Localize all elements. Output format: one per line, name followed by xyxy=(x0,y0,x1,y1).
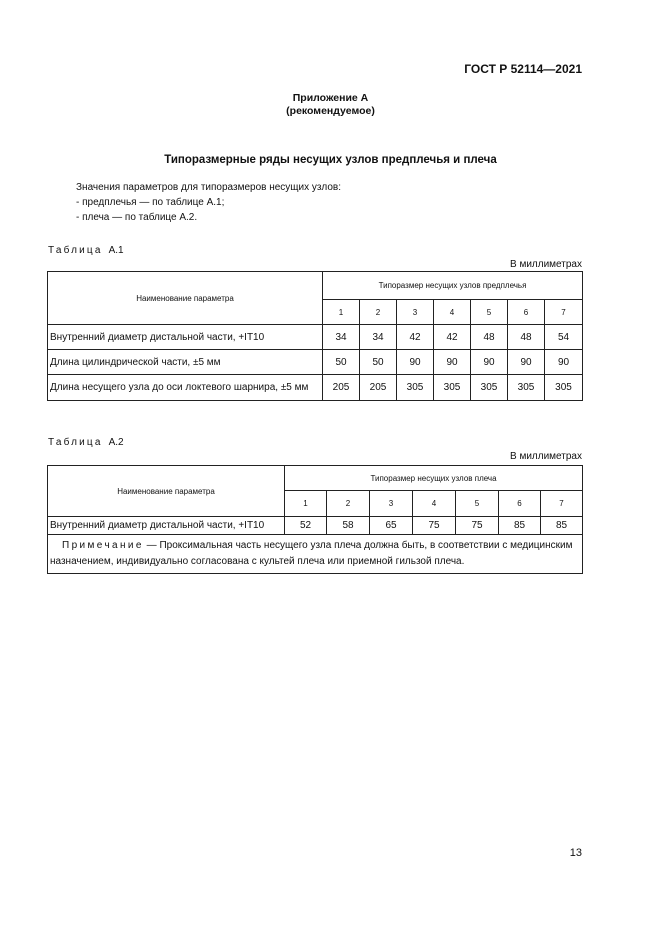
size-header: 6 xyxy=(499,491,541,517)
intro-line: Значения параметров для типоразмеров несущих узлов: xyxy=(76,182,341,193)
cell-value: 34 xyxy=(360,325,397,350)
cell-value: 54 xyxy=(545,325,583,350)
table-caption-word: Таблица xyxy=(48,437,103,448)
cell-value: 48 xyxy=(508,325,545,350)
cell-value: 34 xyxy=(323,325,360,350)
cell-value: 90 xyxy=(471,350,508,375)
param-header: Наименование параметра xyxy=(48,466,285,517)
cell-value: 205 xyxy=(323,375,360,401)
size-header: 2 xyxy=(360,300,397,325)
cell-value: 52 xyxy=(285,517,327,535)
table-note-row xyxy=(48,535,583,574)
cell-value: 85 xyxy=(541,517,583,535)
document-code: ГОСТ Р 52114—2021 xyxy=(464,62,582,76)
table-row xyxy=(48,325,583,350)
size-header: 3 xyxy=(397,300,434,325)
cell-value: 90 xyxy=(545,350,583,375)
size-header: 6 xyxy=(508,300,545,325)
cell-value: 305 xyxy=(434,375,471,401)
param-header: Наименование параметра xyxy=(48,272,323,325)
size-header: 7 xyxy=(541,491,583,517)
table-row xyxy=(48,350,583,375)
intro-line: - плеча — по таблице А.2. xyxy=(76,212,198,223)
size-header: 4 xyxy=(413,491,456,517)
size-header: 7 xyxy=(545,300,583,325)
cell-value: 58 xyxy=(327,517,370,535)
cell-value: 85 xyxy=(499,517,541,535)
table-note xyxy=(48,535,583,574)
cell-value: 305 xyxy=(471,375,508,401)
table-a2-caption xyxy=(48,437,124,448)
table-caption-number: А.1 xyxy=(108,245,124,256)
size-header: 2 xyxy=(327,491,370,517)
table-caption-number: А.2 xyxy=(108,437,124,448)
cell-value: 305 xyxy=(508,375,545,401)
table-caption-word: Таблица xyxy=(48,245,103,256)
table-a1-caption xyxy=(48,245,124,256)
cell-value: 42 xyxy=(434,325,471,350)
annex-title: Приложение А xyxy=(292,92,369,104)
cell-value: 205 xyxy=(360,375,397,401)
size-header: 1 xyxy=(323,300,360,325)
cell-value: 75 xyxy=(413,517,456,535)
annex-status: (рекомендуемое) xyxy=(286,105,375,117)
cell-value: 65 xyxy=(370,517,413,535)
table-a1-units: В миллиметрах xyxy=(510,259,582,270)
cell-value: 50 xyxy=(323,350,360,375)
cell-value: 90 xyxy=(397,350,434,375)
table-a2 xyxy=(47,465,583,574)
table-row xyxy=(48,375,583,401)
size-header: 5 xyxy=(471,300,508,325)
table-row xyxy=(48,517,583,535)
cell-value: 42 xyxy=(397,325,434,350)
size-header: 1 xyxy=(285,491,327,517)
size-header: 4 xyxy=(434,300,471,325)
param-name: Длина несущего узла до оси локтевого шарнира, ±5 мм xyxy=(48,375,323,401)
intro-line: - предплечья — по таблице А.1; xyxy=(76,197,225,208)
group-header: Типоразмер несущих узлов предплечья xyxy=(323,272,583,300)
cell-value: 50 xyxy=(360,350,397,375)
cell-value: 75 xyxy=(456,517,499,535)
param-name: Внутренний диаметр дистальной части, +IT10 xyxy=(48,517,285,535)
cell-value: 48 xyxy=(471,325,508,350)
cell-value: 90 xyxy=(508,350,545,375)
note-label: Примечание xyxy=(62,540,144,551)
cell-value: 305 xyxy=(397,375,434,401)
table-a2-units: В миллиметрах xyxy=(510,451,582,462)
page-number: 13 xyxy=(569,847,582,859)
group-header: Типоразмер несущих узлов плеча xyxy=(285,466,583,491)
table-a1 xyxy=(47,271,583,401)
note-text: — Проксимальная часть несущего узла плеча должна быть, в соответствии с медицинским назначением, индивидуально согласована с культей плеча или приемной гильзой плеча. xyxy=(50,540,573,567)
size-header: 3 xyxy=(370,491,413,517)
section-title: Типоразмерные ряды несущих узлов предплечья и плеча xyxy=(164,154,497,166)
cell-value: 305 xyxy=(545,375,583,401)
size-header: 5 xyxy=(456,491,499,517)
param-name: Длина цилиндрической части, ±5 мм xyxy=(48,350,323,375)
param-name: Внутренний диаметр дистальной части, +IT10 xyxy=(48,325,323,350)
cell-value: 90 xyxy=(434,350,471,375)
